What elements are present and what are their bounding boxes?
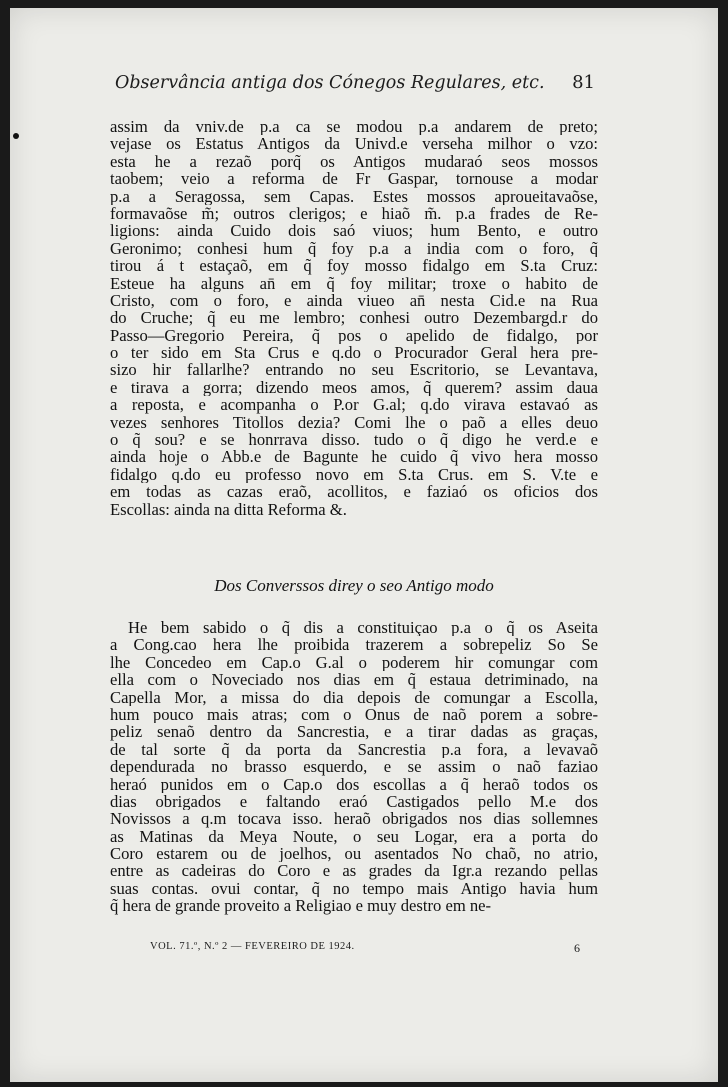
margin-dot-icon xyxy=(13,133,19,139)
text-line: formavaõse m̃; outros clerigos; e hiaõ m̃. p.a frades de Re- xyxy=(110,204,598,223)
text-line: o q̃ sou? e se honrrava disso. tudo o q̃ digo he verd.e e xyxy=(110,431,598,449)
text-line: o ter sido em Sta Crus e q.do o Procurador Geral hera pre- xyxy=(110,344,598,362)
text-line: Esteue ha alguns an̄ em q̃ foy militar; troxe o habito de xyxy=(110,274,598,292)
signature-mark: 6 xyxy=(574,941,580,955)
text-line: peliz senaõ dentro da Sancrestia, e a tirar dadas as graças, xyxy=(110,723,598,741)
text-line: vejase os Estatus Antigos da Univd.e verseha milhor o vzo: xyxy=(110,135,598,153)
text-line: heraó punidos em o Cap.o dos escollas a q̃ heraõ todos os xyxy=(110,775,598,793)
text-line: ainda hoje o Abb.e de Bagunte he cuido q̃ vivo hera mosso xyxy=(110,448,598,466)
page xyxy=(10,8,718,1082)
text-line: a reposta, e acompanha o P.or G.al; q.do virava estavaó as xyxy=(110,396,598,414)
text-line: Capella Mor, a missa do dia depois de comungar a Escolla, xyxy=(110,688,598,706)
text-line: q̃ hera de grande proveito a Religiao e muy destro em ne- xyxy=(110,897,492,915)
text-line: Passo—Gregorio Pereira, q̃ pos o apelido de fidalgo, por xyxy=(110,326,598,345)
text-line: Escollas: ainda na ditta Reforma &. xyxy=(110,500,347,518)
text-line: de tal sorte q̃ da porta da Sancrestia p.a fora, a levavaõ xyxy=(110,740,598,759)
text-line: as Matinas da Meya Noute, o seu Logar, era a porta do xyxy=(110,827,598,846)
text-line: Novissos a q.m tocava isso. heraõ obrigados nos dias sollemnes xyxy=(110,810,598,828)
text-line: Cristo, com o foro, e ainda viueo an̄ nesta Cid.e na Rua xyxy=(110,291,598,310)
paragraph-2 xyxy=(110,619,598,915)
text-line: esta he a rezaõ porq̃ os Antigos mudaraó seos mossos xyxy=(110,152,598,171)
text-line: vezes senhores Titollos dezia? Comi lhe o paõ a elles deuo xyxy=(110,413,598,432)
page-footer xyxy=(150,941,580,956)
text-line: Coro estarem ou de joelhos, ou asentados No chaõ, no atrio, xyxy=(110,845,598,863)
text-line: Geronimo; conhesi hum q̃ foy p.a a india com o foro, q̃ xyxy=(110,239,598,258)
page-number: 81 xyxy=(572,72,595,93)
paragraph-1 xyxy=(110,118,598,518)
text-line: ligions: ainda Cuido dois saó viuos; hum Bento, e outro xyxy=(110,222,598,240)
text-line: taobem; veio a reforma de Fr Gaspar, tornouse a modar xyxy=(110,170,598,188)
volume-line: VOL. 71.º, N.º 2 — FEVEREIRO DE 1924. xyxy=(150,941,355,952)
text-line: assim da vniv.de p.a ca se modou p.a andarem de preto; xyxy=(110,118,598,136)
text-line: lhe Concedeo em Cap.o G.al o poderem hir comungar com xyxy=(110,653,598,672)
text-line: hum pouco mais atras; com o Onus de naõ porem a sobre- xyxy=(110,705,598,724)
text-line: suas contas. ovui contar, q̃ no tempo mais Antigo havia hum xyxy=(110,879,598,898)
text-line: p.a a Seragossa, sem Capas. Estes mossos aproueitavaõse, xyxy=(110,187,598,205)
running-title: Observância antiga dos Cónegos Regulares, etc. xyxy=(115,73,545,93)
text-line: He bem sabido o q̃ dis a constituiçao p.a o q̃ os Aseita xyxy=(128,619,598,637)
text-line: e tirava a gorra; dizendo meos amos, q̃ querem? assim daua xyxy=(110,378,598,397)
page-header xyxy=(115,72,595,93)
text-line: ella com o Noveciado nos dias em q̃ estaua detriminado, na xyxy=(110,671,598,689)
text-line: entre as cadeiras do Coro e as grades da Igr.a rezando pellas xyxy=(110,862,598,880)
text-line: dias obrigados e faltando eraó Castigados pello M.e dos xyxy=(110,792,598,811)
text-line: sizo hir fallarlhe? entrando no seu Escritorio, se Levantava, xyxy=(110,361,598,379)
text-line: a Cong.cao hera lhe proibida trazerem a sobrepeliz So Se xyxy=(110,636,598,654)
text-line: em todas as cazas eraõ, acollitos, e faziaó os oficios dos xyxy=(110,483,598,501)
text-line: dependurada no brasso esquerdo, e se assim o naõ faziao xyxy=(110,758,598,776)
text-line: fidalgo q.do eu professo novo em S.ta Crus. em S. V.te e xyxy=(110,465,598,484)
text-line: tirou á t estaçaõ, em q̃ foy mosso fidalgo em S.ta Cruz: xyxy=(110,257,598,275)
text-line: do Cruche; q̃ eu me lembro; conhesi outro Dezembargd.r do xyxy=(110,309,598,327)
section-title: Dos Converssos direy o seo Antigo modo xyxy=(214,576,494,595)
